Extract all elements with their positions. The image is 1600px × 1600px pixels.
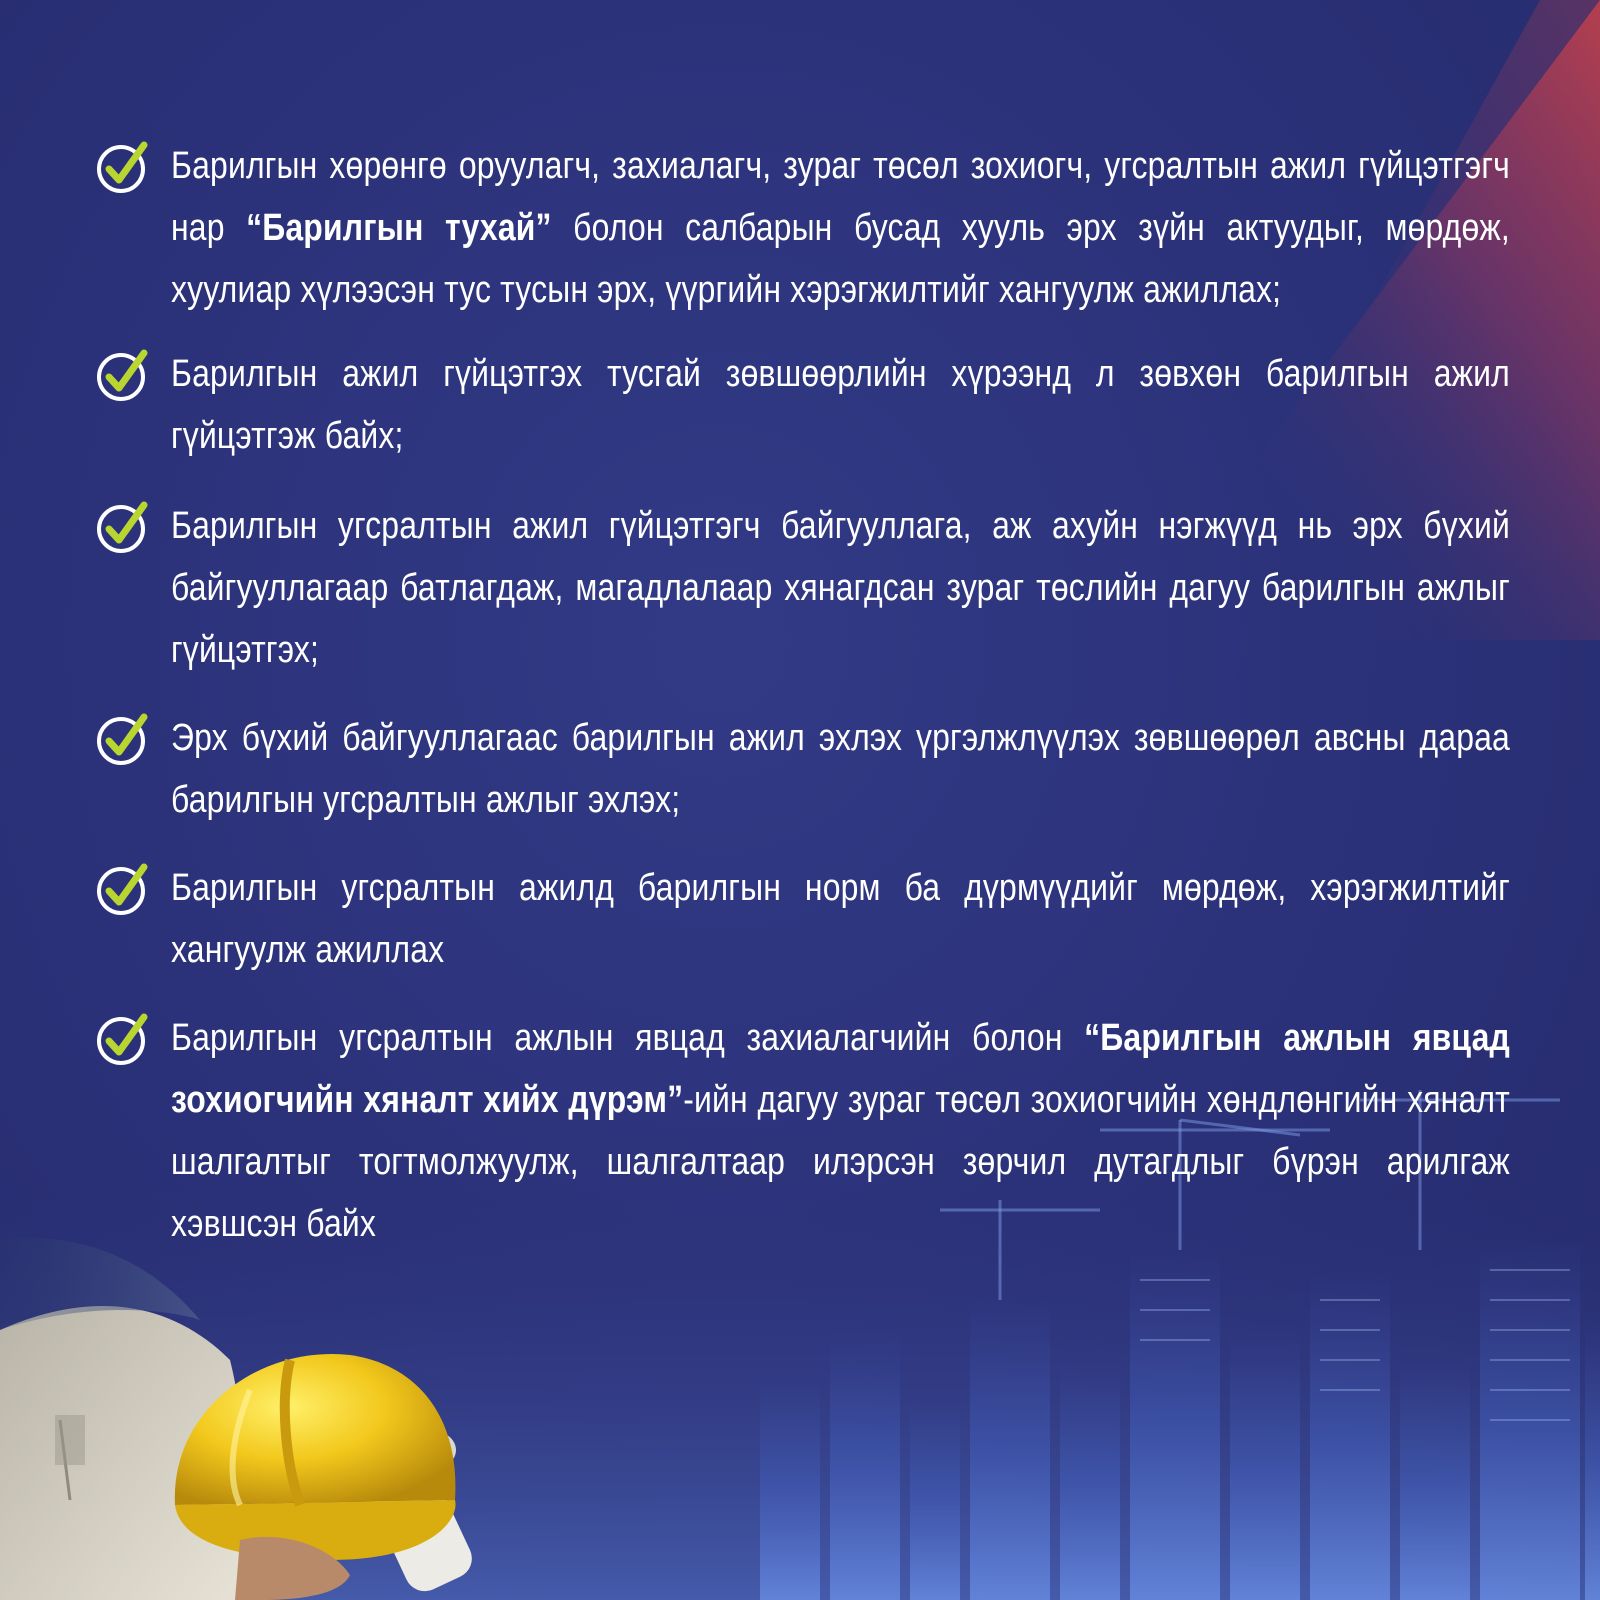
checklist-item-text: Барилгын ажил гүйцэтгэх тусгай зөвшөөрлийн хүрээнд л зөвхөн барилгын ажил гүйцэтгэж байх; [171,353,1510,457]
checklist-item [95,1007,1510,1255]
check-circle-icon [95,347,151,403]
check-circle-icon [95,499,151,555]
checklist [95,135,1510,1255]
bold-phrase: “Барилгын ажлын явцад зохиогчийн хяналт хийх дүрэм” [171,1017,1510,1121]
checklist-item [95,135,1510,321]
check-circle-icon [95,711,151,767]
checklist-item [95,495,1510,681]
checklist-item [95,343,1510,467]
check-circle-icon [95,1011,151,1067]
checklist-item-text: Барилгын хөрөнгө оруулагч, захиалагч, зураг төсөл зохиогч, угсралтын ажил гүйцэтгэгч нар “Барилгын тухай” болон салбарын бусад хууль эрх зүйн актуудыг, мөрдөж, хуулиар хүлээсэн тус тусын эрх, үүргийн хэрэгжилтийг хангуулж ажиллах; [171,145,1510,311]
checklist-item-text: Барилгын угсралтын ажилд барилгын норм ба дүрмүүдийг мөрдөж, хэрэгжилтийг хангуулж ажиллах [171,867,1510,971]
checklist-item-text: Эрх бүхий байгууллагаас барилгын ажил эхлэх үргэлжлүүлэх зөвшөөрөл авсны дараа барилгын угсралтын ажлыг эхлэх; [171,717,1510,821]
bold-phrase: “Барилгын тухай” [246,207,552,249]
checklist-item-text: Барилгын угсралтын ажлын явцад захиалагчийн болон “Барилгын ажлын явцад зохиогчийн хяналт хийх дүрэм”-ийн дагуу зураг төсөл зохиогчийн хөндлөнгийн хяналт шалгалтыг тогтмолжуулж, шалгалтаар илэрсэн зөрчил дутагдлыг бүрэн арилгаж хэвшсэн байх [171,1017,1510,1245]
checklist-item [95,857,1510,981]
check-circle-icon [95,139,151,195]
check-circle-icon [95,861,151,917]
checklist-item [95,707,1510,831]
checklist-item-text: Барилгын угсралтын ажил гүйцэтгэгч байгууллага, аж ахуйн нэгжүүд нь эрх бүхий байгууллагаар батлагдаж, магадлалаар хянагдсан зураг төслийн дагуу барилгын ажлыг гүйцэтгэх; [171,505,1510,671]
